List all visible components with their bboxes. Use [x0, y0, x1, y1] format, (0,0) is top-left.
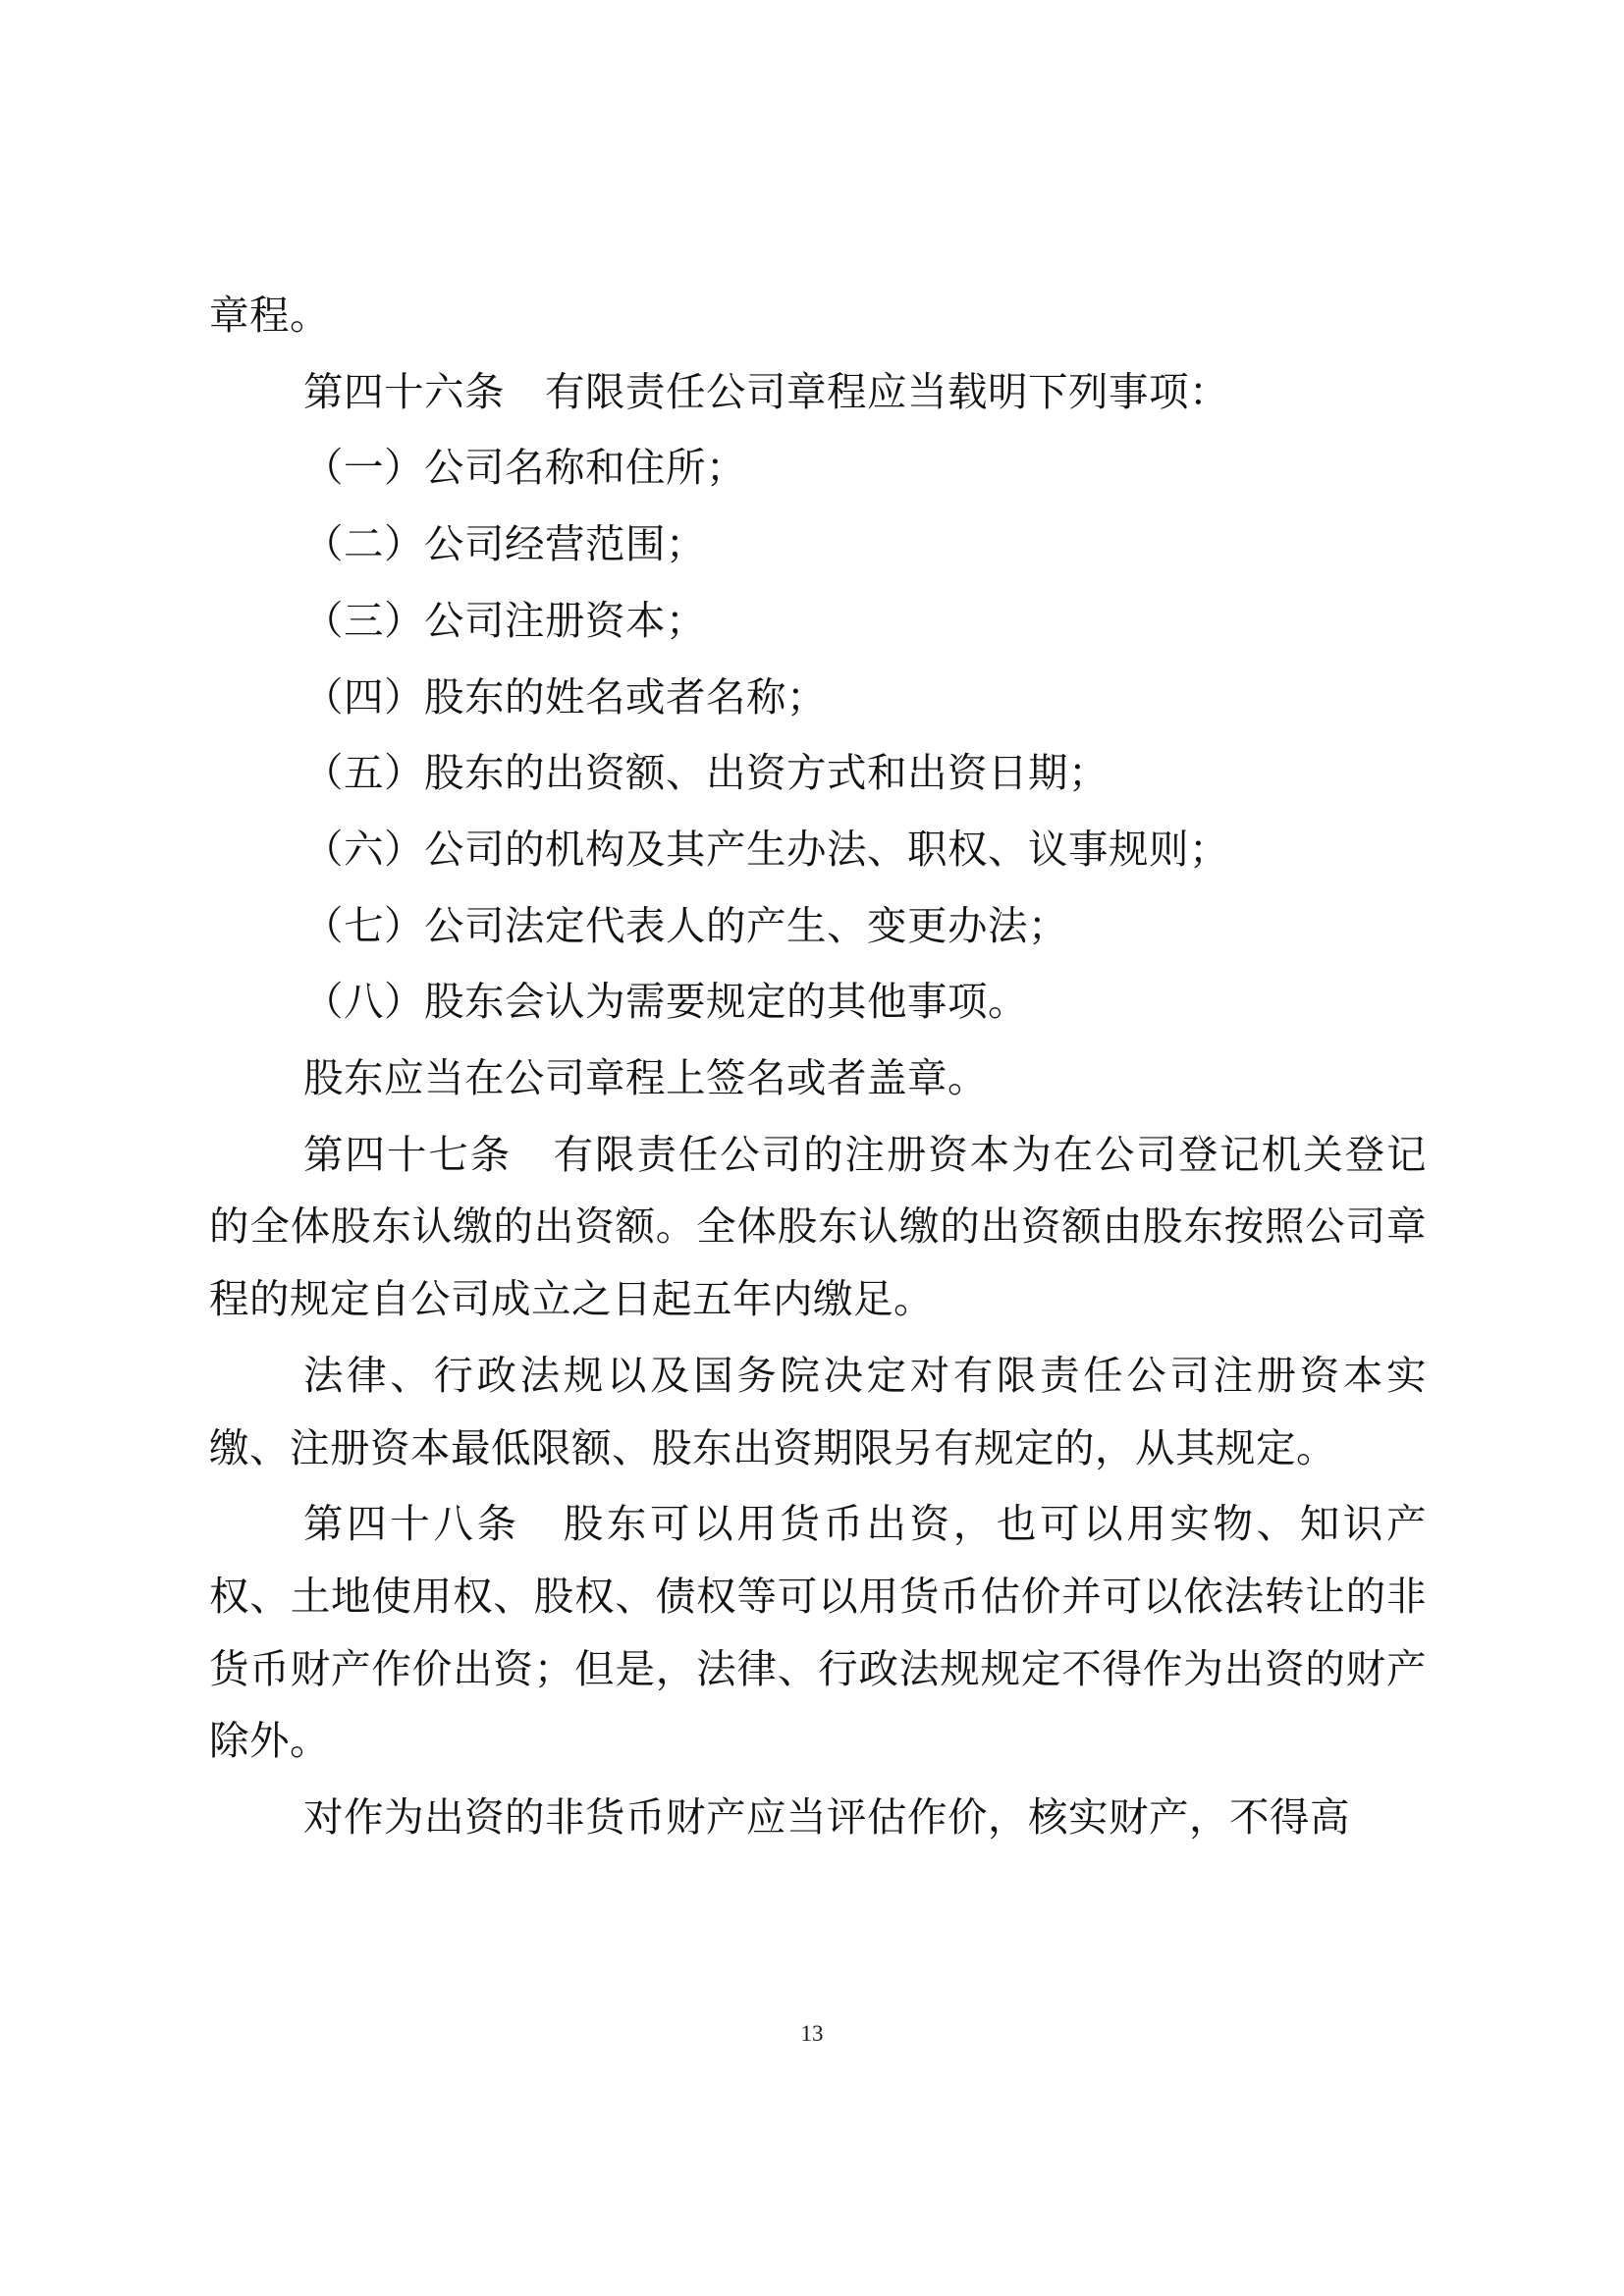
paragraph-item-4: （四）股东的姓名或者名称； [303, 674, 827, 720]
paragraph-item-5: （五）股东的出资额、出资方式和出资日期； [303, 751, 1109, 796]
paragraph-item-7: （七）公司法定代表人的产生、变更办法； [303, 903, 1068, 948]
paragraph-item-1: （一）公司名称和住所； [303, 446, 746, 491]
paragraph-item-8: （八）股东会认为需要规定的其他事项。 [303, 980, 1028, 1025]
paragraph-article-47-cont: 法律、行政法规以及国务院决定对有限责任公司注册资本实缴、注册资本最低限额、股东出资期限另有规定的，从其规定。 [209, 1353, 1427, 1470]
paragraph-item-3: （三）公司注册资本； [303, 598, 706, 643]
paragraph-article-47: 第四十七条 有限责任公司的注册资本为在公司登记机关登记的全体股东认缴的出资额。全体股东认缴的出资额由股东按照公司章程的规定自公司成立之日起五年内缴足。 [209, 1132, 1427, 1322]
page-number: 13 [800, 2021, 824, 2046]
paragraph-article-46-heading: 第四十六条 有限责任公司章程应当载明下列事项： [303, 369, 1229, 414]
paragraph-item-6: （六）公司的机构及其产生办法、职权、议事规则； [303, 827, 1229, 872]
paragraph-signature-rule: 股东应当在公司章程上签名或者盖章。 [303, 1056, 988, 1101]
paragraph-item-2: （二）公司经营范围； [303, 522, 706, 567]
paragraph: 章程。 [209, 294, 330, 338]
document-body [209, 280, 1427, 1858]
paragraph-article-48: 第四十八条 股东可以用货币出资，也可以用实物、知识产权、土地使用权、股权、债权等可以用货币估价并可以依法转让的非货币财产作价出资；但是，法律、行政法规规定不得作为出资的财产除外。 [209, 1502, 1427, 1764]
paragraph-article-48-cont: 对作为出资的非货币财产应当评估作价，核实财产，不得高 [303, 1795, 1350, 1841]
